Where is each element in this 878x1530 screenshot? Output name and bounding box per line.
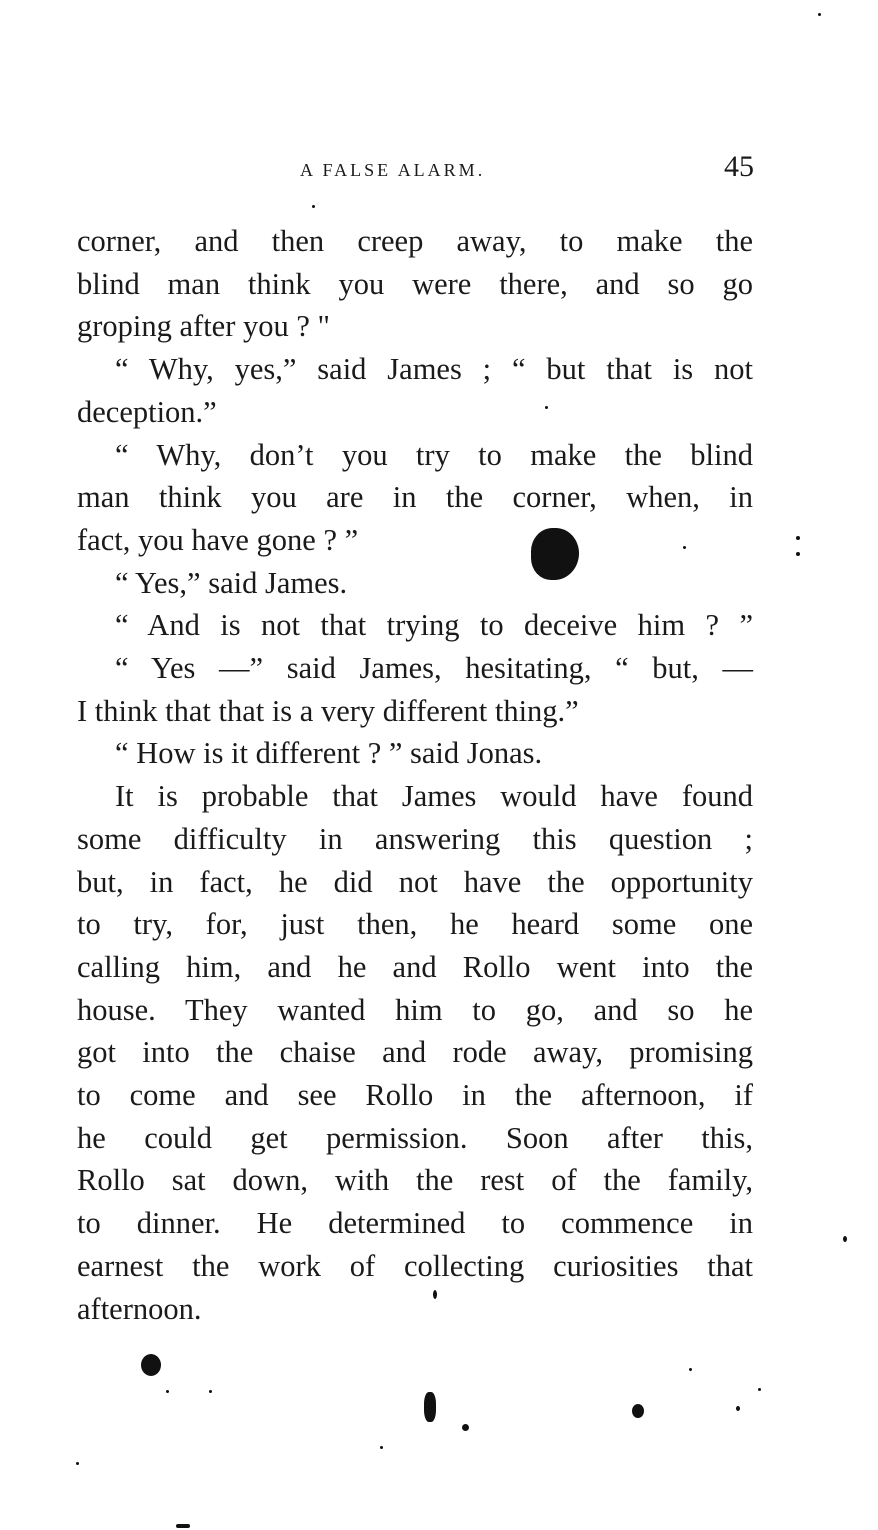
ink-speck — [689, 1368, 692, 1371]
text-line: house. They wanted him to go, and so he — [77, 992, 753, 1027]
text-line: to dinner. He determined to commence in — [77, 1206, 753, 1241]
ink-speck — [176, 1524, 190, 1528]
text-line: but, in fact, he did not have the opportunity — [77, 864, 753, 899]
ink-speck — [796, 536, 800, 540]
ink-speck — [843, 1236, 847, 1242]
ink-speck — [683, 546, 686, 549]
ink-speck — [632, 1404, 644, 1418]
text-line: “ Yes,” said James. — [115, 565, 348, 600]
ink-speck — [736, 1406, 740, 1411]
running-head: A FALSE ALARM. — [300, 160, 486, 180]
body-text — [77, 220, 753, 1330]
text-line: blind man think you were there, and so go — [77, 266, 753, 301]
text-line: It is probable that James would have found — [115, 779, 753, 814]
ink-speck — [76, 1462, 79, 1465]
text-line: “ Why, yes,” said James ; “ but that is not — [115, 352, 753, 387]
ink-speck — [462, 1424, 469, 1431]
ink-speck — [796, 552, 800, 556]
text-line: fact, you have gone ? ” — [77, 522, 359, 557]
text-line: corner, and then creep away, to make the — [77, 224, 753, 258]
ink-speck — [312, 205, 315, 208]
text-line: some difficulty in answering this question ; — [77, 821, 753, 856]
page-number: 45 — [724, 150, 754, 183]
text-line: “ How is it different ? ” said Jonas. — [115, 736, 543, 771]
ink-speck — [758, 1388, 761, 1391]
text-line: “ Why, don’t you try to make the blind — [115, 437, 753, 472]
text-line: man think you are in the corner, when, in — [77, 480, 753, 515]
text-line: to come and see Rollo in the afternoon, if — [77, 1078, 753, 1113]
text-line: he could get permission. Soon after this, — [77, 1120, 753, 1155]
ink-speck — [209, 1390, 212, 1393]
ink-speck — [141, 1354, 161, 1376]
text-line: afternoon. — [77, 1291, 202, 1326]
ink-speck — [433, 1290, 437, 1299]
text-line: groping after you ? " — [77, 309, 330, 344]
text-line: earnest the work of collecting curiosities that — [77, 1248, 753, 1283]
text-line: to try, for, just then, he heard some one — [77, 907, 753, 942]
text-line: “ And is not that trying to deceive him ? ” — [115, 608, 753, 643]
text-line: Rollo sat down, with the rest of the family, — [77, 1163, 753, 1198]
ink-speck — [818, 13, 821, 16]
ink-speck — [380, 1446, 383, 1449]
ink-speck — [166, 1390, 169, 1393]
text-line: I think that that is a very different thing.” — [77, 693, 579, 728]
ink-speck — [545, 406, 548, 409]
ink-speck — [424, 1392, 436, 1422]
text-line: calling him, and he and Rollo went into the — [77, 949, 753, 984]
text-line: deception.” — [77, 394, 217, 429]
text-line: “ Yes —” said James, hesitating, “ but, — — [115, 651, 753, 686]
text-line: got into the chaise and rode away, promising — [77, 1035, 753, 1070]
